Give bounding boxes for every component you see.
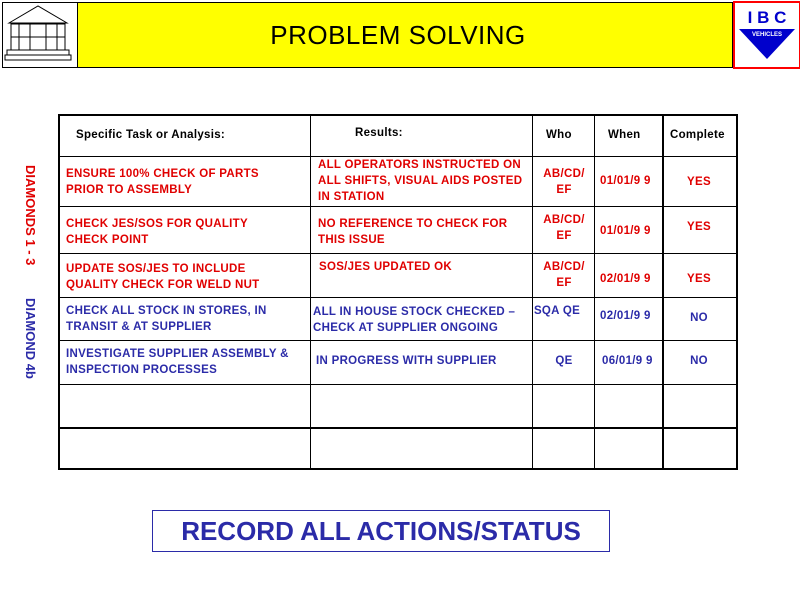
row-divider <box>60 253 736 254</box>
row-2-complete: YES <box>687 221 711 233</box>
row-divider <box>60 206 736 207</box>
row-3-result: SOS/JES UPDATED OK <box>319 261 452 273</box>
row-divider <box>60 297 736 298</box>
actions-table <box>58 114 738 470</box>
ibc-vehicles-logo <box>733 1 800 69</box>
row-3-task: UPDATE SOS/JES TO INCLUDE QUALITY CHECK FOR WELD NUT <box>66 263 260 291</box>
row-5-who: QE <box>555 355 573 367</box>
banner-text: RECORD ALL ACTIONS/STATUS <box>181 515 581 546</box>
row-2-result: NO REFERENCE TO CHECK FOR THIS ISSUE <box>318 218 508 246</box>
brand-letters: I B C <box>747 8 787 27</box>
row-5-when: 06/01/9 9 <box>602 355 653 367</box>
row-1-when: 01/01/9 9 <box>600 175 651 187</box>
row-3-complete: YES <box>687 273 711 285</box>
side-label-diamond: DIAMOND 4b <box>23 298 38 379</box>
row-divider <box>60 384 736 385</box>
column-header-task: Specific Task or Analysis: <box>76 129 226 141</box>
row-4-task: CHECK ALL STOCK IN STORES, IN TRANSIT & AT SUPPLIER <box>66 305 267 333</box>
row-2-who: AB/CD/ EF <box>543 214 585 242</box>
column-divider <box>662 116 664 468</box>
side-label-diamonds: DIAMONDS 1 - 3 <box>23 165 38 266</box>
row-4-complete: NO <box>690 312 708 324</box>
row-1-who: AB/CD/ EF <box>543 168 585 196</box>
ibc-logo-icon <box>735 3 799 67</box>
column-header-results: Results: <box>355 127 403 139</box>
column-divider <box>532 116 533 468</box>
row-2-when: 01/01/9 9 <box>600 225 651 237</box>
column-header-when: When <box>608 129 641 141</box>
row-3-who: AB/CD/ EF <box>543 261 585 289</box>
column-header-complete: Complete <box>670 129 725 141</box>
row-4-result: ALL IN HOUSE STOCK CHECKED – CHECK AT SUPPLIER ONGOING <box>313 306 516 334</box>
brand-sub: VEHICLES <box>751 32 783 38</box>
row-1-task: ENSURE 100% CHECK OF PARTS PRIOR TO ASSEMBLY <box>66 168 259 196</box>
record-actions-banner <box>152 510 610 552</box>
column-divider <box>310 116 311 468</box>
building-icon <box>3 3 77 67</box>
column-divider <box>594 116 595 468</box>
row-1-complete: YES <box>687 176 711 188</box>
row-5-task: INVESTIGATE SUPPLIER ASSEMBLY & INSPECTION PROCESSES <box>66 348 289 376</box>
row-4-when: 02/01/9 9 <box>600 310 651 322</box>
row-divider <box>60 427 736 429</box>
row-5-result: IN PROGRESS WITH SUPPLIER <box>316 355 497 367</box>
row-3-when: 02/01/9 9 <box>600 273 651 285</box>
page-title-bar <box>77 2 733 68</box>
row-5-complete: NO <box>690 355 708 367</box>
row-1-result: ALL OPERATORS INSTRUCTED ON ALL SHIFTS, VISUAL AIDS POSTED IN STATION <box>318 159 523 203</box>
row-2-task: CHECK JES/SOS FOR QUALITY CHECK POINT <box>66 218 248 246</box>
page-title: PROBLEM SOLVING <box>270 19 526 50</box>
row-4-who: SQA QE <box>533 305 581 317</box>
row-divider <box>60 340 736 341</box>
column-header-who: Who <box>546 129 572 141</box>
company-building-logo <box>2 2 78 68</box>
